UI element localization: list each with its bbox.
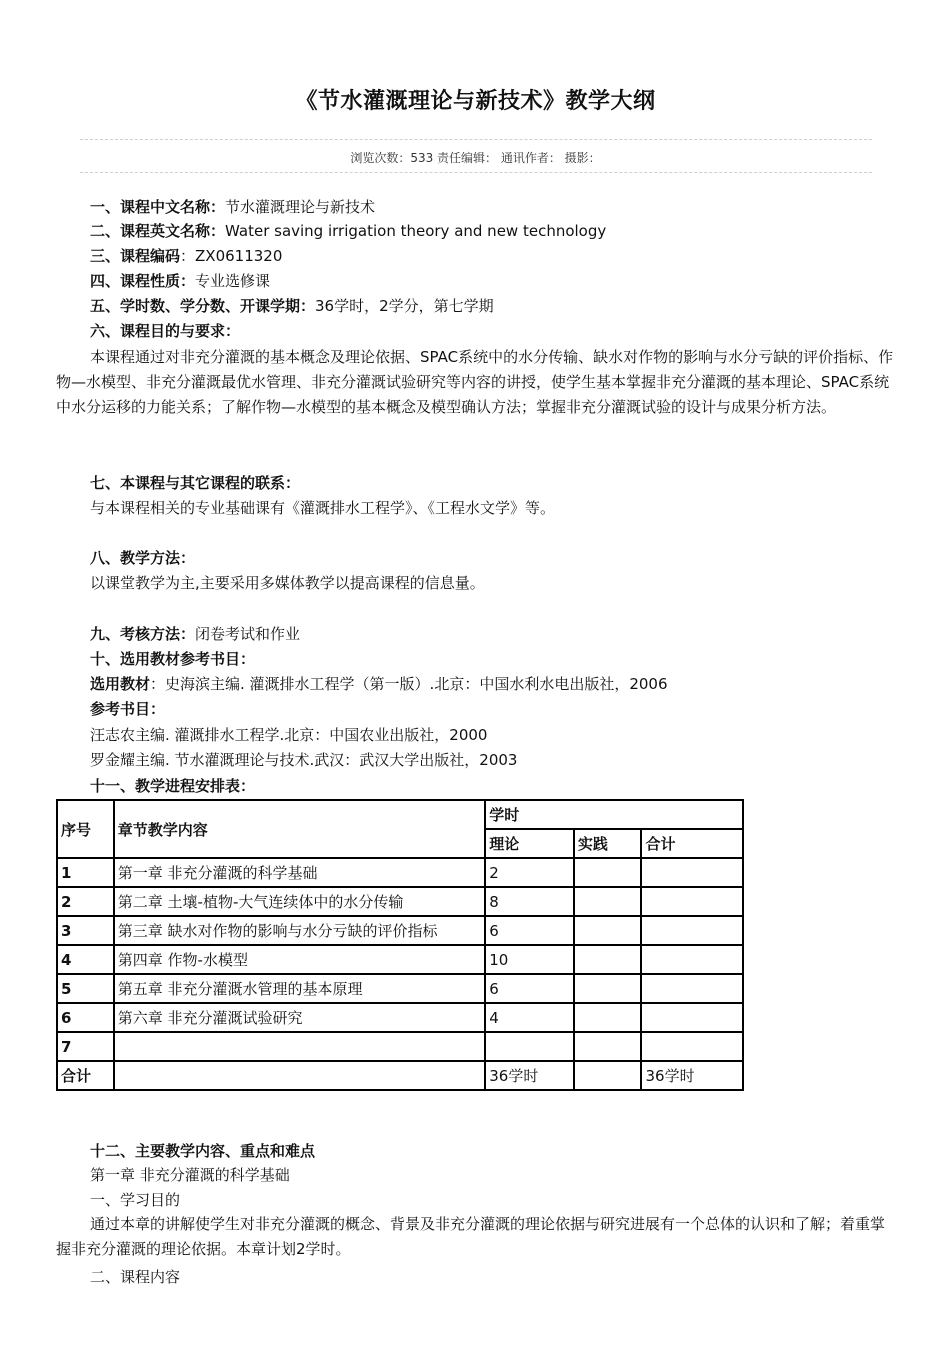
field-label: 三、课程编码 [90, 247, 181, 265]
cell-no: 3 [57, 916, 114, 945]
textbook-value: ：史海滨主编. 灌溉排水工程学（第一版）.北京：中国水利水电出版社，2006 [150, 675, 668, 693]
cell-no: 1 [57, 858, 114, 887]
field-value: ：ZX0611320 [180, 247, 283, 265]
goals-paragraph: 本课程通过对非充分灌溉的基本概念及理论依据、SPAC系统中的水分传输、缺水对作物的影响与水分亏缺的评价指标、作物—水模型、非充分灌溉最优水管理、非充分灌溉试验研究等内容的讲授，使学生基本掌握非充分灌溉的基本理论、SPAC系统中水分运移的力能关系；了解作物—水模型的基本概念及模型确认方法；掌握非充分灌溉试验的设计与成果分析方法。 [56, 348, 894, 416]
header-no: 序号 [57, 800, 114, 858]
cell-theory: 4 [485, 1003, 574, 1032]
reference-item: 汪志农主编. 灌溉排水工程学.北京：中国农业出版社，2000 [90, 726, 488, 744]
table-header-row [57, 800, 743, 829]
table-row [57, 916, 743, 945]
cell-theory: 6 [485, 974, 574, 1003]
cell-total [641, 945, 743, 974]
textbook-label: 选用教材 [90, 675, 151, 693]
field-goals-heading: 六、课程目的与要求： [90, 322, 241, 340]
cell-total [641, 1003, 743, 1032]
cell-content: 第二章 土壤-植物-大气连续体中的水分传输 [114, 887, 485, 916]
relation-text: 与本课程相关的专业基础课有《灌溉排水工程学》、《工程水文学》等。 [90, 499, 556, 517]
cell-no: 4 [57, 945, 114, 974]
table-row [57, 945, 743, 974]
cell-theory [485, 1032, 574, 1061]
article-meta: 浏览次数：533 责任编辑： 通讯作者： 摄影： [350, 151, 601, 165]
cell-practice [574, 1061, 642, 1090]
cell-no: 合计 [57, 1061, 114, 1090]
cell-practice [574, 1032, 642, 1061]
field-value: 36学时，2学分，第七学期 [315, 297, 494, 315]
field-course-nature [90, 271, 270, 291]
cell-content: 第一章 非充分灌溉的科学基础 [114, 858, 485, 887]
cell-content [114, 1061, 485, 1090]
table-row [57, 1032, 743, 1061]
subheading-content: 二、课程内容 [90, 1268, 181, 1286]
cell-practice [574, 916, 642, 945]
divider-bottom [80, 172, 872, 173]
cell-total [641, 974, 743, 1003]
cell-total [641, 1032, 743, 1061]
field-hours-credits [90, 296, 494, 316]
field-label: 四、课程性质： [90, 272, 196, 290]
table-row [57, 887, 743, 916]
field-value: 节水灌溉理论与新技术 [225, 198, 376, 216]
cell-content: 第四章 作物-水模型 [114, 945, 485, 974]
field-value: 闭卷考试和作业 [195, 625, 301, 643]
relation-heading: 七、本课程与其它课程的联系： [90, 474, 301, 492]
divider-top [80, 139, 872, 140]
field-course-code [90, 246, 282, 266]
field-label: 二、课程英文名称： [90, 222, 226, 240]
cell-practice [574, 974, 642, 1003]
cell-theory: 8 [485, 887, 574, 916]
header-total: 合计 [641, 829, 743, 858]
cell-content [114, 1032, 485, 1061]
table-total-row [57, 1061, 743, 1090]
table-row [57, 1003, 743, 1032]
method-heading: 八、教学方法： [90, 549, 196, 567]
field-value: Water saving irrigation theory and new technology [225, 222, 607, 240]
cell-theory: 36学时 [485, 1061, 574, 1090]
cell-content: 第五章 非充分灌溉水管理的基本原理 [114, 974, 485, 1003]
cell-theory: 6 [485, 916, 574, 945]
cell-theory: 10 [485, 945, 574, 974]
schedule-heading: 十一、教学进程安排表： [90, 777, 256, 795]
cell-total [641, 887, 743, 916]
cell-content: 第六章 非充分灌溉试验研究 [114, 1003, 485, 1032]
cell-practice [574, 1003, 642, 1032]
header-practice: 实践 [574, 829, 642, 858]
table-row [57, 974, 743, 1003]
field-label: 九、考核方法： [90, 625, 196, 643]
field-english-name [90, 221, 606, 241]
page-title: 《节水灌溉理论与新技术》教学大纲 [295, 89, 656, 114]
cell-total: 36学时 [641, 1061, 743, 1090]
chapter-goals-paragraph: 通过本章的讲解使学生对非充分灌溉的概念、背景及非充分灌溉的理论依据与研究进展有一个总体的认识和了解；着重掌握非充分灌溉的理论依据。本章计划2学时。 [56, 1215, 886, 1258]
cell-practice [574, 887, 642, 916]
section12-heading: 十二、主要教学内容、重点和难点 [90, 1142, 316, 1160]
method-text: 以课堂教学为主,主要采用多媒体教学以提高课程的信息量。 [90, 574, 485, 592]
cell-total [641, 858, 743, 887]
schedule-table [56, 799, 744, 1091]
cell-no: 5 [57, 974, 114, 1003]
header-theory: 理论 [485, 829, 574, 858]
field-exam [90, 624, 300, 644]
cell-content: 第三章 缺水对作物的影响与水分亏缺的评价指标 [114, 916, 485, 945]
cell-theory: 2 [485, 858, 574, 887]
reference-item: 罗金耀主编. 节水灌溉理论与技术.武汉：武汉大学出版社，2003 [90, 751, 518, 769]
field-chinese-name [90, 197, 375, 217]
cell-practice [574, 858, 642, 887]
table-row [57, 858, 743, 887]
cell-no: 6 [57, 1003, 114, 1032]
chapter-title: 第一章 非充分灌溉的科学基础 [90, 1166, 290, 1184]
books-heading: 十、选用教材参考书目： [90, 650, 256, 668]
field-label: 一、课程中文名称： [90, 198, 226, 216]
cell-total [641, 916, 743, 945]
textbook-line [90, 674, 668, 694]
field-label: 五、学时数、学分数、开课学期： [90, 297, 316, 315]
header-hours: 学时 [485, 800, 743, 829]
cell-no: 7 [57, 1032, 114, 1061]
header-content: 章节教学内容 [114, 800, 485, 858]
cell-no: 2 [57, 887, 114, 916]
cell-practice [574, 945, 642, 974]
refs-heading: 参考书目： [90, 700, 166, 718]
subheading-goals: 一、学习目的 [90, 1191, 181, 1209]
field-value: 专业选修课 [195, 272, 271, 290]
